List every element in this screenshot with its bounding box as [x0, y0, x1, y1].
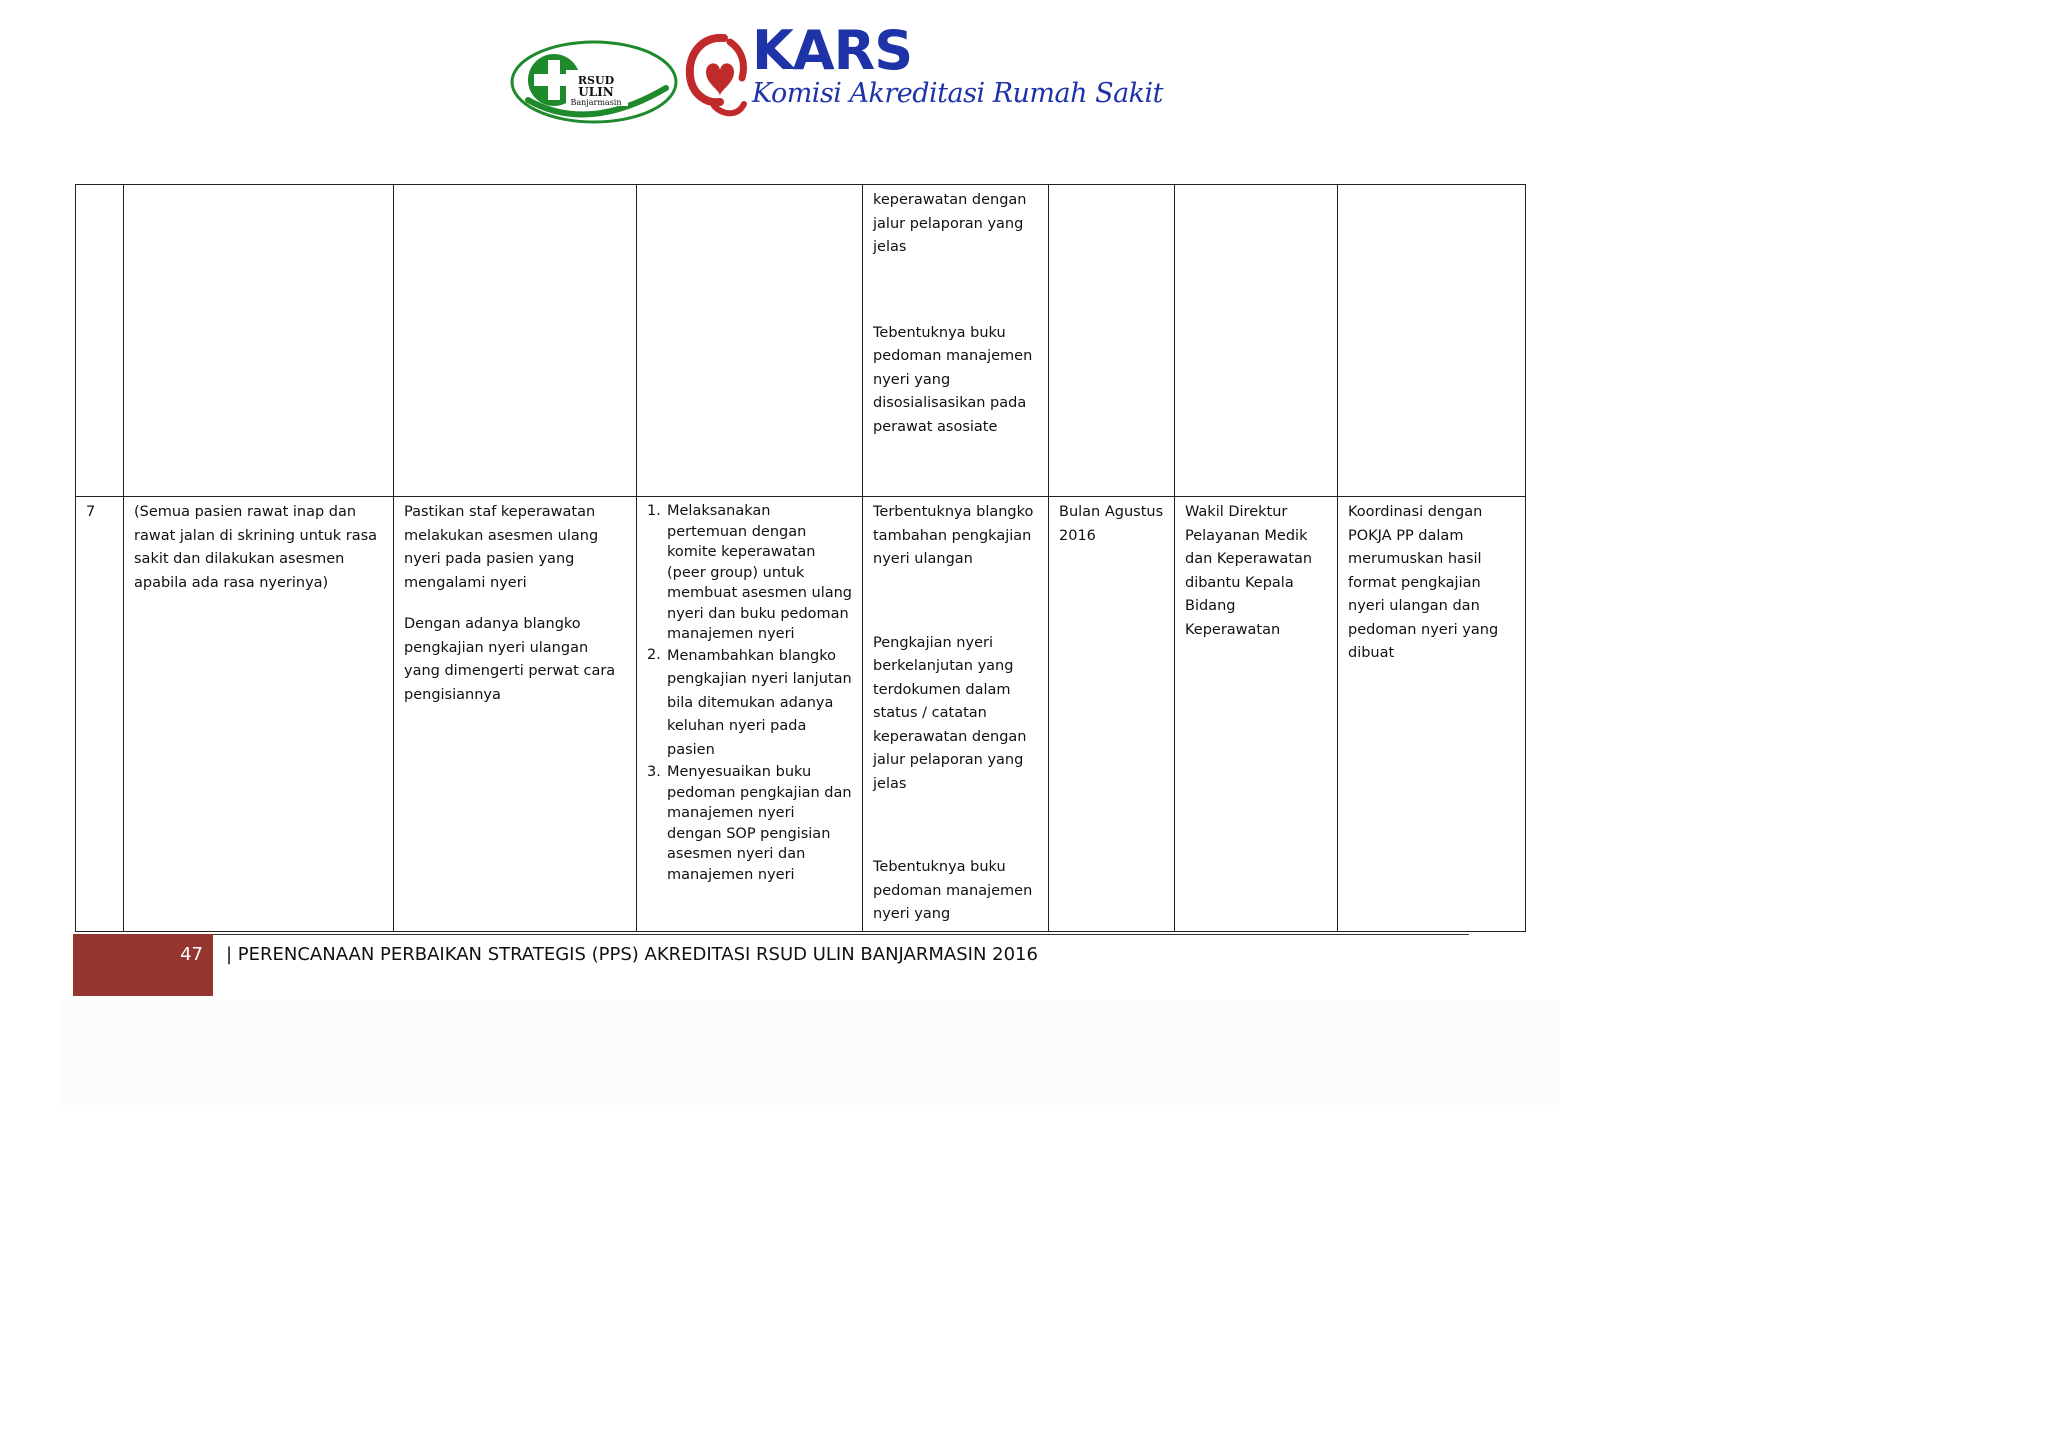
indicator-text: keperawatan dengan jalur pelaporan yang jelas	[873, 192, 1027, 255]
cell-goal	[394, 497, 637, 932]
activity-text: Menyesuaikan buku pedoman pengkajian dan manajemen nyeri dengan SOP pengisian asesmen nyeri dan manajemen nyeri	[667, 764, 852, 883]
cell-number	[76, 185, 124, 497]
cell-activities	[637, 497, 863, 932]
kars-title: KARS	[752, 19, 913, 82]
page-number: 47	[180, 944, 203, 965]
cell-notes	[1338, 185, 1526, 497]
cell-responsible	[1175, 185, 1338, 497]
cell-activities	[637, 185, 863, 497]
cell-indicator	[863, 497, 1049, 932]
goal-text: Pastikan staf keperawatan melakukan asesmen ulang nyeri pada pasien yang mengalami nyeri	[404, 504, 599, 591]
cell-indicator	[863, 185, 1049, 497]
activity-list	[647, 501, 852, 885]
notes-text: Koordinasi dengan POKJA PP dalam merumuskan hasil format pengkajian nyeri ulangan dan pedoman nyeri yang dibuat	[1338, 497, 1526, 932]
activity-item	[647, 501, 852, 645]
action-plan-table	[75, 184, 1526, 932]
activity-item	[647, 645, 852, 763]
standard-text: (Semua pasien rawat inap dan rawat jalan di skrining untuk rasa sakit dan dilakukan asesmen apabila ada rasa nyerinya)	[124, 497, 394, 932]
rsud-ulin-logo	[508, 38, 680, 126]
svg-text:Banjarmasin: Banjarmasin	[570, 98, 622, 107]
cell-time	[1049, 185, 1175, 497]
responsible-text: Wakil Direktur Pelayanan Medik dan Keperawatan dibantu Kepala Bidang Keperawatan	[1175, 497, 1338, 932]
activity-item	[647, 762, 852, 885]
indicator-text: Pengkajian nyeri berkelanjutan yang terdokumen dalam status / catatan keperawatan dengan jalur pelaporan yang jelas	[873, 634, 1027, 792]
footer-divider	[213, 934, 1469, 935]
indicator-text: Tebentuknya buku pedoman manajemen nyeri yang	[873, 859, 1033, 922]
indicator-text: Terbentuknya blangko tambahan pengkajian nyeri ulangan	[873, 504, 1034, 567]
activity-text: Menambahkan blangko pengkajian nyeri lanjutan bila ditemukan adanya keluhan nyeri pada pasien	[667, 647, 852, 758]
kars-emblem-icon	[684, 32, 750, 118]
goal-text: Dengan adanya blangko pengkajian nyeri ulangan yang dimengerti perwat cara pengisiannya	[404, 616, 616, 703]
kars-subtitle: Komisi Akreditasi Rumah Sakit	[752, 78, 1164, 109]
activity-marker: 2.	[647, 646, 661, 663]
svg-text:RSUD: RSUD	[577, 74, 615, 87]
footer-title: | PERENCANAAN PERBAIKAN STRATEGIS (PPS) AKREDITASI RSUD ULIN BANJARMASIN 2016	[226, 944, 1038, 965]
activity-text: Melaksanakan pertemuan dengan komite keperawatan (peer group) untuk membuat asesmen ulang nyeri dan buku pedoman manajemen nyeri	[667, 503, 853, 642]
svg-text:ULIN: ULIN	[578, 85, 614, 99]
row-number: 7	[76, 497, 124, 932]
table-row-7	[76, 497, 1526, 932]
table-row-continuation	[76, 185, 1526, 497]
cell-goal	[394, 185, 637, 497]
time-text: Bulan Agustus 2016	[1049, 497, 1175, 932]
activity-marker: 1.	[647, 503, 661, 519]
cell-standard	[124, 185, 394, 497]
page-bottom-shading	[60, 1000, 1560, 1105]
indicator-text: Tebentuknya buku pedoman manajemen nyeri yang disosialisasikan pada perawat asosiate	[873, 324, 1033, 435]
activity-marker: 3.	[647, 764, 661, 780]
